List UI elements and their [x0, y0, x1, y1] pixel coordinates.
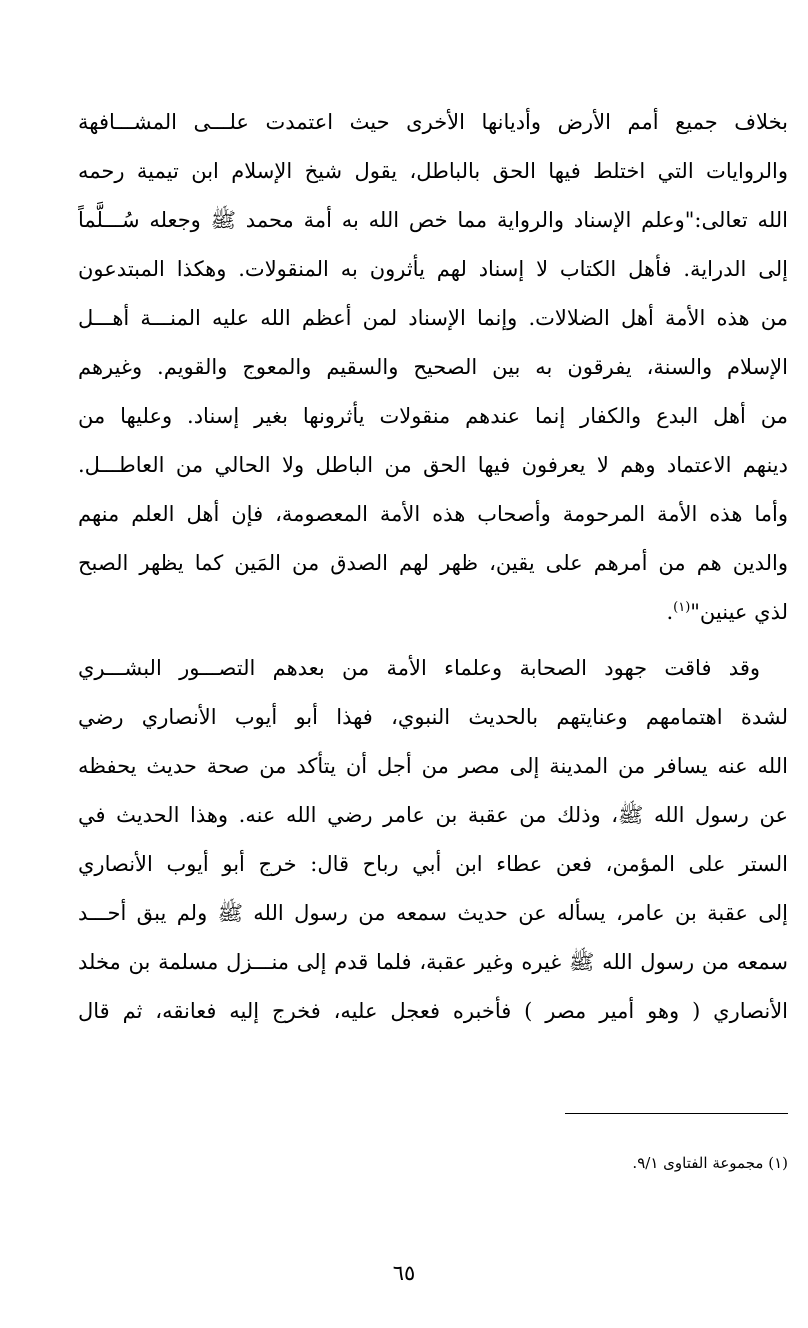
text-line: الإسلام والسنة، يفرقون به بين الصحيح والسقيم والمعوج والقويم. وغيرهم — [78, 355, 788, 379]
text-line: إلى الدراية. فأهل الكتاب لا إسناد لهم يأثرون به المنقولات. وهكذا المبتدعون — [78, 257, 788, 281]
body-text — [78, 98, 788, 1036]
text-line: من أهل البدع والكفار إنما عندهم منقولات يأثرونها بغير إسناد. وعليها من — [78, 404, 788, 428]
footnote: (١) مجموعة الفتاوى ٩/١. — [632, 1154, 788, 1172]
text-line: الستر على المؤمن، فعن عطاء ابن أبي رباح قال: خرج أبو أيوب الأنصاري — [78, 852, 788, 876]
text-line-paragraph-start: وقد فاقت جهود الصحابة وعلماء الأمة من بعدهم التصـــور البشـــري — [78, 656, 760, 680]
text-line: لشدة اهتمامهم وعنايتهم بالحديث النبوي، فهذا أبو أيوب الأنصاري رضي — [78, 705, 788, 729]
text-line: الأنصاري ( وهو أمير مصر ) فأخبره فعجل عليه، فخرج إليه فعانقه، ثم قال — [78, 999, 788, 1023]
footnote-reference[interactable]: (١) — [673, 600, 691, 615]
text-line: عن رسول الله ﷺ، وذلك من عقبة بن عامر رضي الله عنه. وهذا الحديث في — [78, 803, 788, 827]
paragraph-gap — [78, 637, 788, 644]
text-line: دينهم الاعتماد وهم لا يعرفون فيها الحق من الباطل ولا الحالي من العاطـــل. — [78, 453, 788, 477]
text-line: إلى عقبة بن عامر، يسأله عن حديث سمعه من رسول الله ﷺ ولم يبق أحـــد — [78, 901, 788, 925]
text-line: الله تعالى:"وعلم الإسناد والرواية مما خص الله به أمة محمد ﷺ وجعله سُـــلَّماً — [78, 208, 788, 232]
text-line: والروايات التي اختلط فيها الحق بالباطل، يقول شيخ الإسلام ابن تيمية رحمه — [78, 159, 788, 183]
sentence-end: . — [666, 600, 674, 624]
quote-end-text: لذي عينين" — [690, 600, 788, 624]
text-line: والدين هم من أمرهم على يقين، ظهر لهم الصدق من المَين كما يظهر الصبح — [78, 551, 788, 575]
text-line: وأما هذه الأمة المرحومة وأصحاب هذه الأمة المعصومة، فإن أهل العلم منهم — [78, 502, 788, 526]
text-line: الله عنه يسافر من المدينة إلى مصر من أجل أن يتأكد من صحة حديث يحفظه — [78, 754, 788, 778]
text-line-paragraph-end — [78, 588, 788, 637]
text-line: سمعه من رسول الله ﷺ غيره وغير عقبة، فلما قدم إلى منـــزل مسلمة بن مخلد — [78, 950, 788, 974]
text-line: من هذه الأمة أهل الضلالات. وإنما الإسناد لمن أعظم الله عليه المنـــة أهـــل — [78, 306, 788, 330]
text-line: بخلاف جميع أمم الأرض وأديانها الأخرى حيث اعتمدت علـــى المشـــافهة — [78, 110, 788, 134]
footnote-separator — [565, 1113, 788, 1114]
page-number: ٦٥ — [392, 1261, 416, 1285]
